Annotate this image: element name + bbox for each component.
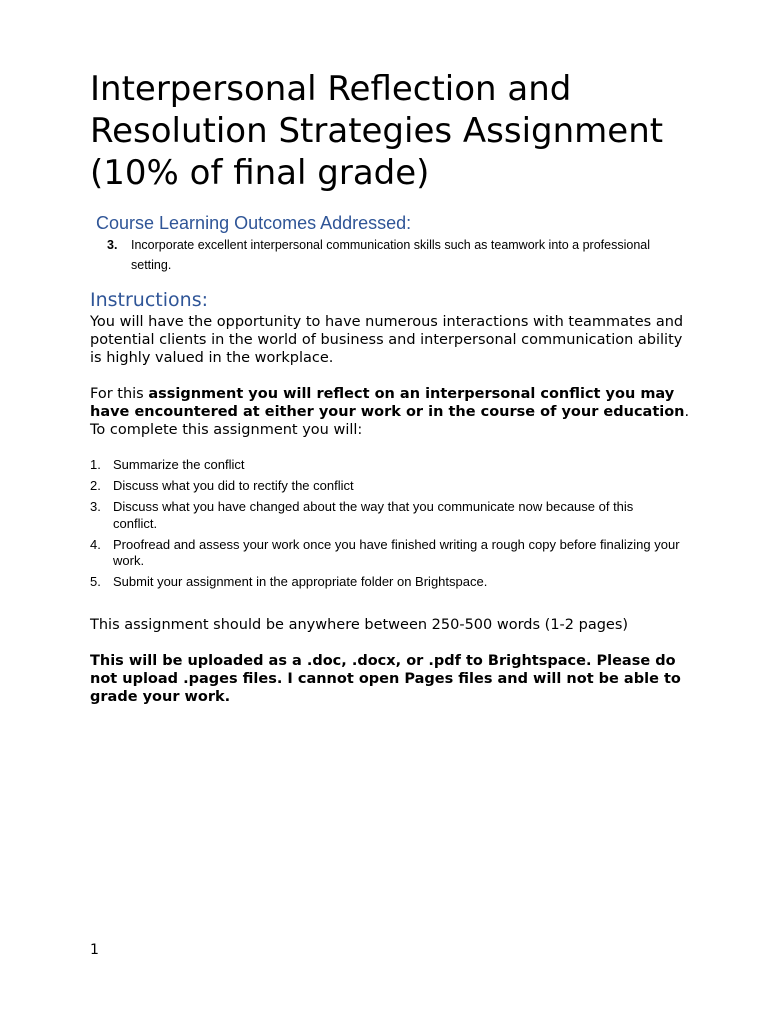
step-text: Summarize the conflict (113, 457, 245, 472)
list-item (90, 574, 680, 591)
step-number: 3. (90, 499, 101, 514)
outcome-text: Incorporate excellent interpersonal communication skills such as teamwork into a professional setting. (131, 238, 651, 272)
instructions-heading: Instructions: (90, 289, 208, 311)
length-note: This assignment should be anywhere between 250-500 words (1-2 pages) (90, 617, 629, 633)
task-tail: . To complete this assignment you will: (90, 404, 690, 438)
step-text: Discuss what you did to rectify the conflict (113, 478, 354, 493)
step-number: 2. (90, 478, 101, 493)
upload-note: This will be uploaded as a .doc, .docx, or .pdf to Brightspace. Please do not upload .pages files. I cannot open Pages files and will not be able to grade your work. (90, 653, 681, 705)
intro-paragraph: You will have the opportunity to have numerous interactions with teammates and potential clients in the world of business and interpersonal communication ability is highly valued in the workplace. (90, 314, 684, 366)
task-lead: For this (90, 386, 149, 402)
task-paragraph (90, 385, 690, 439)
outcome-number: 3. (107, 238, 118, 252)
step-text: Discuss what you have changed about the way that you communicate now because of this conflict. (113, 499, 634, 531)
step-number: 5. (90, 574, 101, 589)
list-item (90, 457, 680, 474)
step-number: 1. (90, 457, 101, 472)
outcomes-heading: Course Learning Outcomes Addressed: (96, 213, 412, 233)
outcome-item (107, 235, 667, 275)
list-item (90, 537, 680, 570)
list-item (90, 478, 680, 495)
step-number: 4. (90, 536, 101, 552)
step-text: Submit your assignment in the appropriate folder on Brightspace. (113, 574, 488, 589)
steps-list (90, 457, 680, 595)
task-bold: assignment you will reflect on an interpersonal conflict you may have encountered at either your work or in the course of your education (90, 386, 685, 420)
list-item (90, 499, 680, 532)
step-text: Proofread and assess your work once you have finished writing a rough copy before finalizing your work. (113, 536, 680, 568)
document-title: Interpersonal Reflection and Resolution Strategies Assignment (10% of final grade) (90, 69, 664, 193)
page-number: 1 (90, 942, 99, 958)
